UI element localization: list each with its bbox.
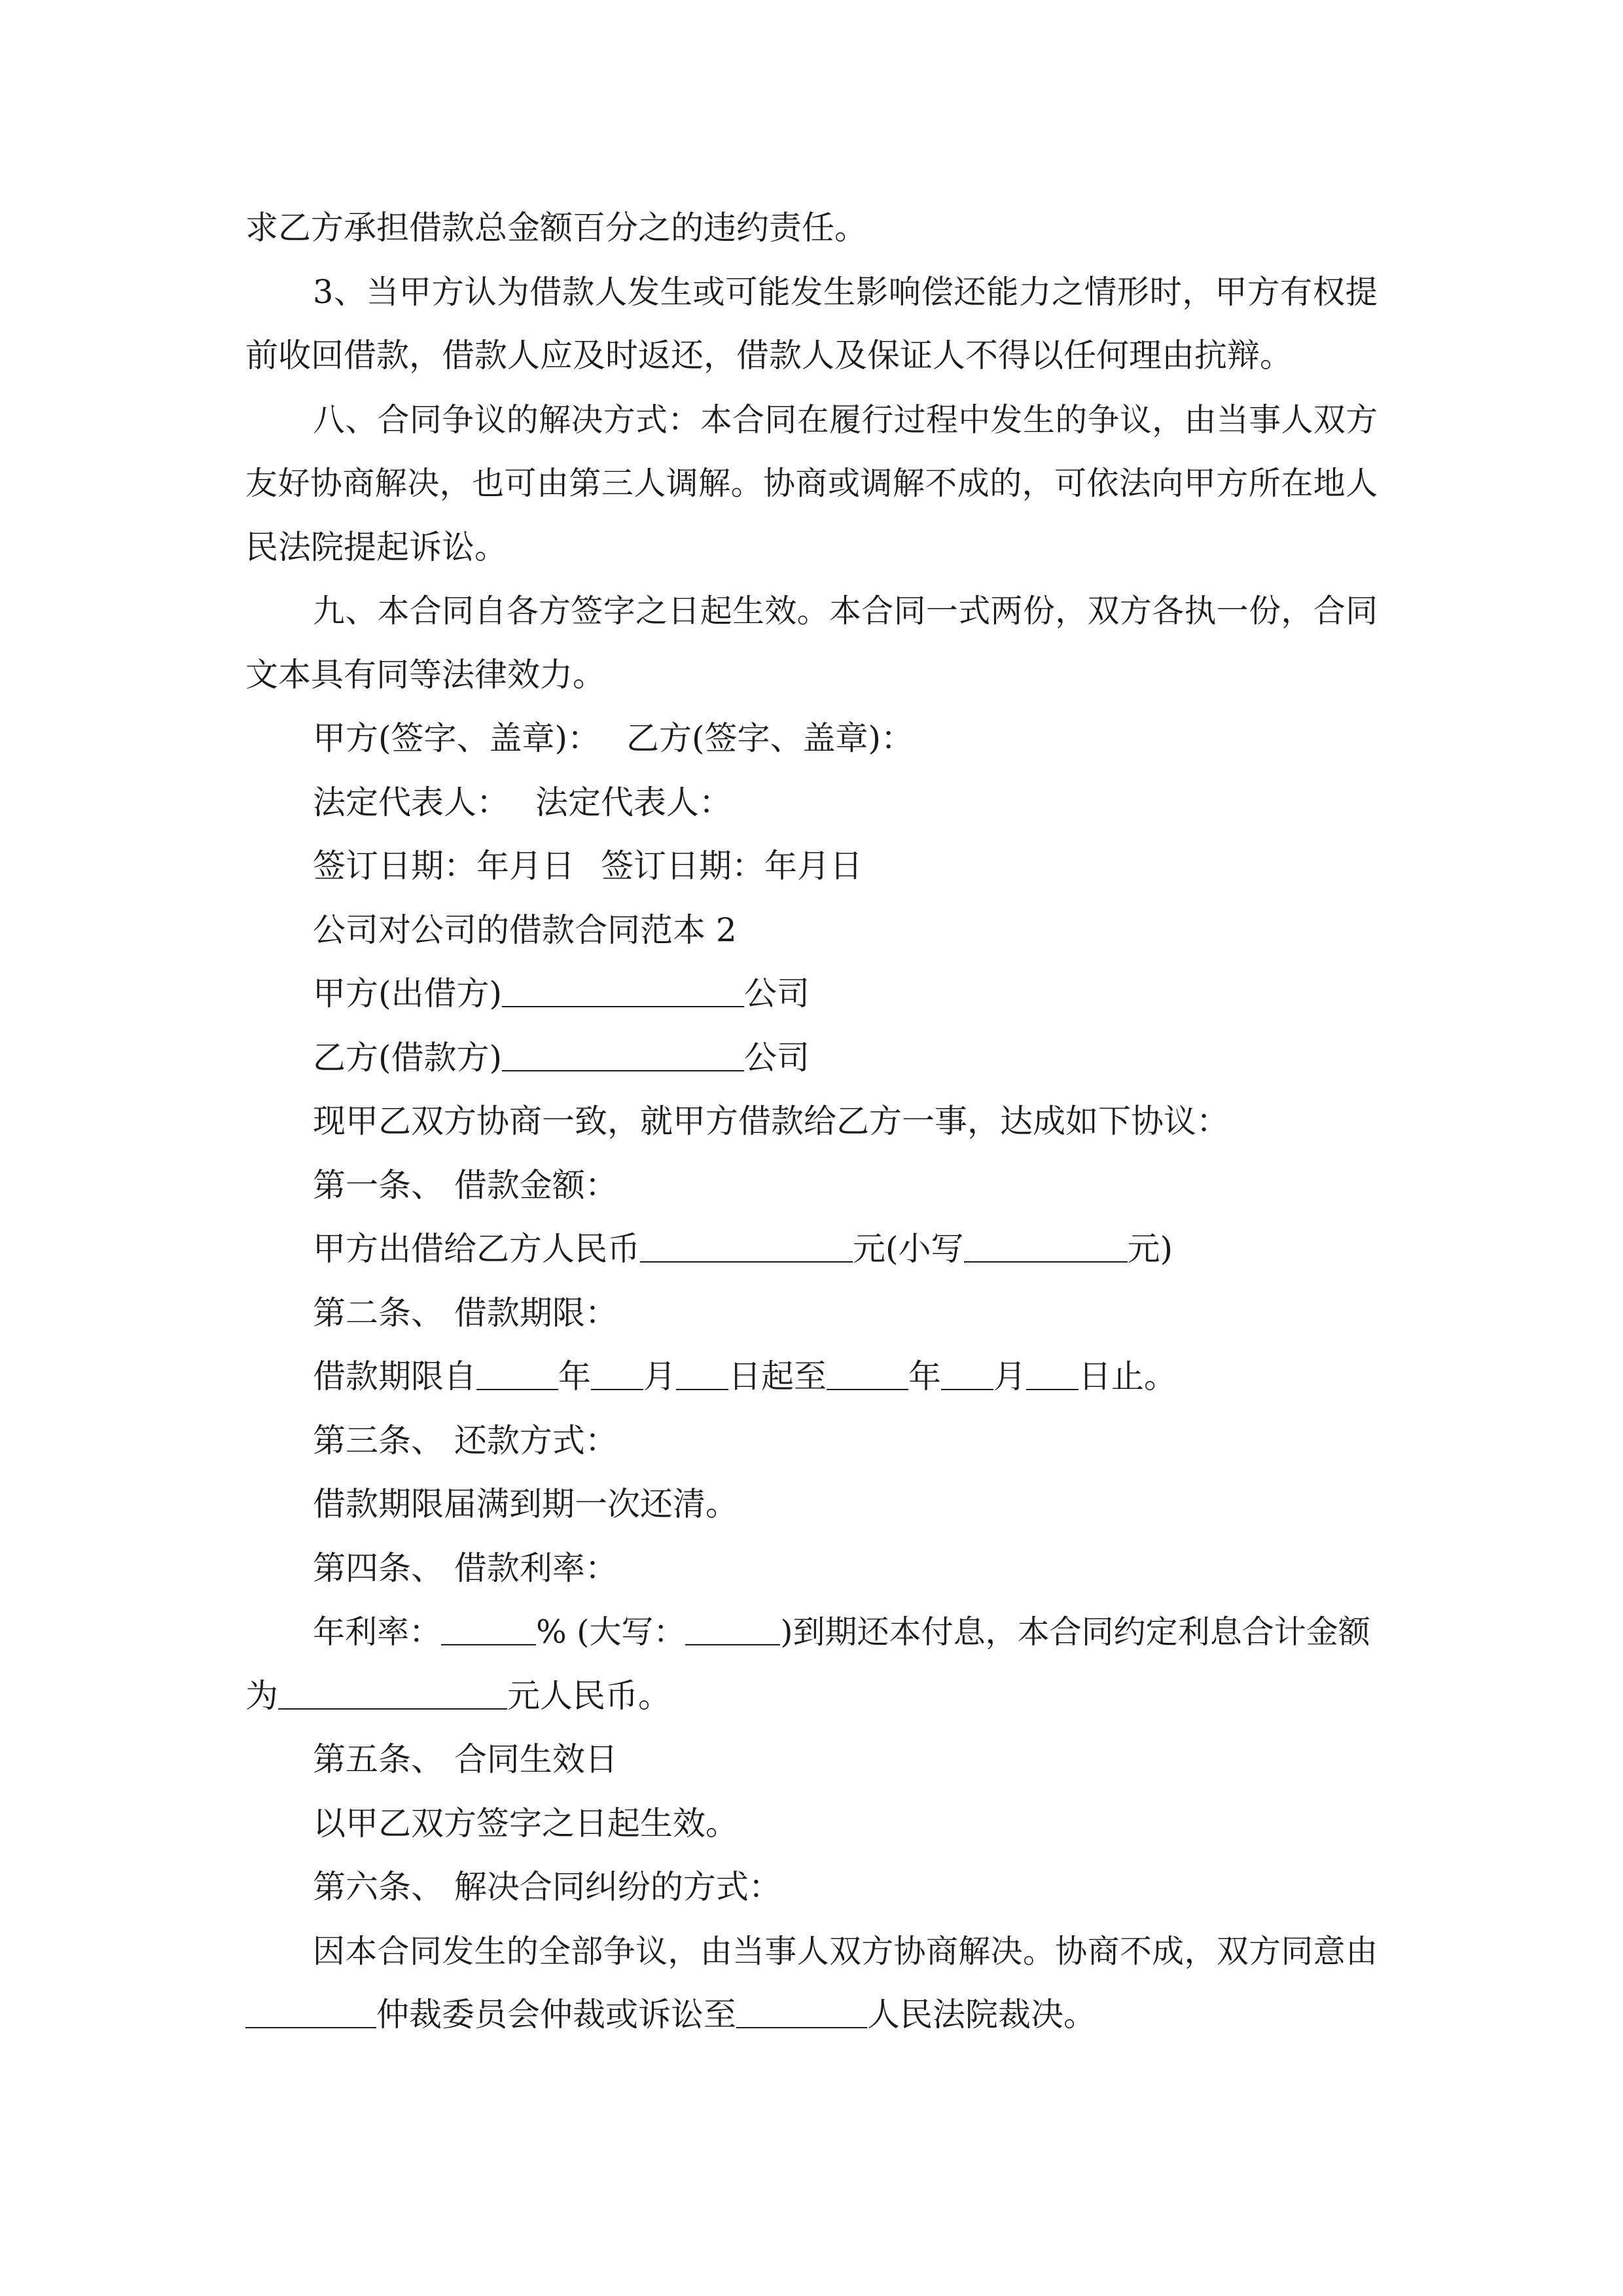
article-6-heading: 第六条、 解决合同纠纷的方式： [313, 1868, 781, 1906]
line-text: % (大写： [536, 1613, 686, 1651]
line-text: 为 [245, 1676, 278, 1715]
end-year-blank [827, 1359, 908, 1390]
line-text: 日止。 [1079, 1357, 1177, 1395]
article-4-heading: 第四条、 借款利率： [313, 1549, 618, 1587]
line-text: 前收回借款，借款人应及时返还，借款人及保证人不得以任何理由抗辩。 [245, 336, 1293, 374]
start-year-blank [476, 1359, 558, 1390]
line-text: 借款期限自 [313, 1357, 476, 1395]
party-b-label: 乙方(借款方) [313, 1038, 503, 1077]
article-heading [245, 1728, 1378, 1792]
interest-total-line [245, 1664, 1378, 1729]
article-2-heading: 第二条、 借款期限： [313, 1293, 618, 1332]
line-text: 文本具有同等法律效力。 [245, 655, 605, 694]
text-line [245, 388, 1378, 452]
loan-amount-line [245, 1217, 1378, 1282]
signature-line [245, 707, 1378, 771]
contract-sample-title: 公司对公司的借款合同范本 2 [313, 910, 737, 949]
start-month-blank [591, 1359, 643, 1390]
article-5-heading: 第五条、 合同生效日 [313, 1740, 618, 1778]
line-text: 因本合同发生的全部争议，由当事人双方协商解决。协商不成，双方同意由 [313, 1932, 1378, 1970]
section-title [245, 899, 1378, 963]
loan-term-line [245, 1345, 1378, 1409]
line-text: 元人民币。 [507, 1676, 671, 1715]
text-line [245, 1792, 1378, 1856]
party-b-line [245, 1026, 1378, 1090]
party-a-representative-label: 法定代表人： [313, 783, 509, 821]
rate-figures-blank [441, 1614, 536, 1645]
line-text: 日起至 [728, 1357, 827, 1395]
party-b-name-blank [502, 1040, 744, 1071]
text-line [245, 1090, 1378, 1154]
line-text: 现甲乙双方协商一致，就甲方借款给乙方一事，达成如下协议： [313, 1102, 1229, 1140]
article-heading [245, 1537, 1378, 1601]
line-text: 月 [643, 1357, 676, 1395]
court-name-blank [736, 1997, 867, 2028]
party-a-label: 甲方(出借方) [313, 975, 503, 1013]
text-line [245, 1473, 1378, 1537]
start-day-blank [676, 1359, 728, 1390]
article-heading [245, 1154, 1378, 1218]
text-line [245, 324, 1378, 388]
representative-line [245, 771, 1378, 835]
interest-total-blank [278, 1678, 507, 1710]
line-text: 年 [908, 1357, 941, 1395]
line-text: 友好协商解决，也可由第三人调解。协商或调解不成的，可依法向甲方所在地人 [245, 465, 1378, 502]
company-suffix: 公司 [744, 975, 810, 1013]
article-1-heading: 第一条、 借款金额： [313, 1166, 618, 1204]
article-heading [245, 1856, 1378, 1920]
text-line [245, 643, 1378, 708]
text-line [245, 452, 1378, 516]
rate-words-blank [685, 1614, 780, 1645]
document-page [245, 196, 1378, 2047]
line-text: 元) [1127, 1230, 1173, 1268]
line-text: )到期还本付息，本合同约定利息合计金额 [780, 1613, 1370, 1651]
party-a-line [245, 962, 1378, 1026]
interest-rate-line [245, 1600, 1378, 1664]
arbitration-committee-blank [245, 1997, 376, 2028]
line-text: 民法院提起诉讼。 [245, 528, 507, 566]
article-heading [245, 1282, 1378, 1346]
line-text: 仲裁委员会仲裁或诉讼至 [376, 1996, 736, 2034]
line-text: 元(小写 [853, 1230, 964, 1268]
line-text: 人民法院裁决。 [867, 1996, 1096, 2034]
party-a-signature-label: 甲方(签字、盖章)： [313, 719, 601, 757]
line-text: 年 [558, 1357, 591, 1395]
amount-figures-blank [964, 1231, 1128, 1263]
party-a-date-label: 签订日期：年月日 [313, 847, 575, 885]
text-line [245, 196, 1378, 260]
party-b-representative-label: 法定代表人： [535, 783, 732, 821]
text-line [245, 516, 1378, 580]
company-suffix: 公司 [744, 1038, 810, 1077]
article-heading [245, 1409, 1378, 1473]
article-3-heading: 第三条、 还款方式： [313, 1421, 618, 1460]
text-line [245, 579, 1378, 643]
line-text: 借款期限届满到期一次还清。 [313, 1485, 738, 1523]
party-b-date-label: 签订日期：年月日 [601, 847, 863, 885]
line-text: 月 [993, 1357, 1026, 1395]
end-month-blank [941, 1359, 993, 1390]
end-day-blank [1026, 1359, 1079, 1390]
line-text: 求乙方承担借款总金额百分之的违约责任。 [245, 209, 867, 247]
line-text: 九、本合同自各方签字之日起生效。本合同一式两份，双方各执一份，合同 [313, 592, 1378, 630]
party-b-signature-label: 乙方(签字、盖章)： [626, 719, 914, 757]
amount-words-blank [640, 1231, 853, 1263]
text-line [245, 260, 1378, 325]
line-text: 3、当甲方认为借款人发生或可能发生影响偿还能力之情形时，甲方有权提 [313, 272, 1378, 311]
text-line [245, 1920, 1378, 1984]
dispute-venue-line [245, 1983, 1378, 2047]
party-a-name-blank [502, 976, 744, 1007]
line-text: 年利率： [313, 1613, 442, 1651]
line-text: 以甲乙双方签字之日起生效。 [313, 1804, 738, 1842]
line-text: 甲方出借给乙方人民币 [313, 1230, 640, 1268]
line-text: 八、合同争议的解决方式：本合同在履行过程中发生的争议，由当事人双方 [313, 401, 1378, 439]
date-line [245, 834, 1378, 899]
